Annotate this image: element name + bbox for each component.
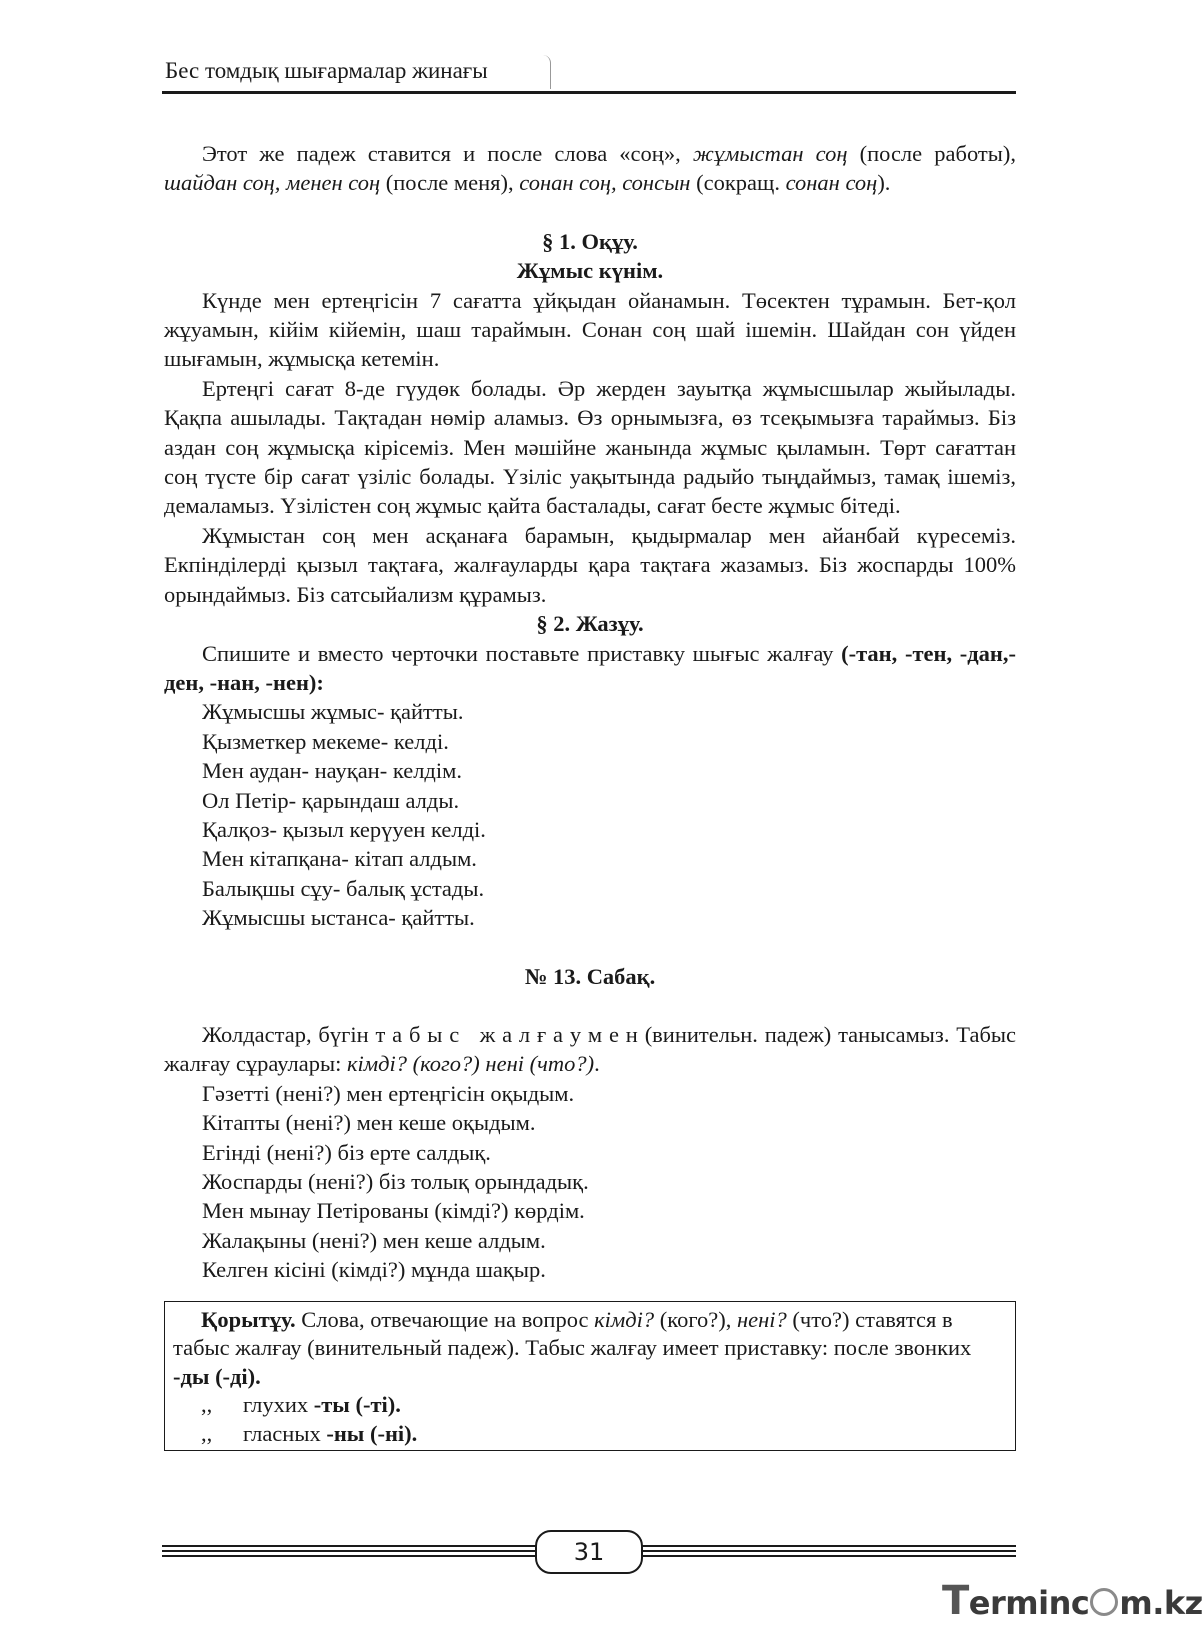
- example-line: Гәзетті (нені?) мен ертеңгісін оқыдым.: [202, 1080, 575, 1106]
- conclusion-suffix: -ны (-ні).: [326, 1420, 418, 1446]
- exercise-line: Мен аудан- науқан- келдім.: [202, 758, 462, 784]
- exercise-line: Қалқоз- қызыл керүуен келді.: [202, 816, 486, 842]
- conclusion-text-part: (что?) ставятся в табыс жалғау (винительный падеж). Табыс жалғау имеет приставку: после звонких: [173, 1306, 972, 1361]
- example-line: Келген кісіні (кімді?) мұнда шақыр.: [202, 1257, 546, 1283]
- header-rule: [162, 91, 1016, 94]
- exercise-line: Қызметкер мекеме- келді.: [202, 728, 449, 754]
- section-2-heading: § 2. Жазұу.: [536, 611, 644, 637]
- watermark-logo: [942, 1578, 1203, 1624]
- ditto-mark: ,,: [201, 1392, 213, 1418]
- example-line: Кітапты (нені?) мен кеше оқыдым.: [202, 1110, 536, 1136]
- example-line: Мен мынау Петірованы (кімді?) көрдім.: [202, 1198, 585, 1224]
- watermark-text: erminc: [968, 1584, 1090, 1622]
- intro-text: (сокращ.: [690, 170, 786, 196]
- conclusion-suffix: -ты (-ті).: [313, 1392, 401, 1418]
- intro-example: жұмыстан соң: [692, 141, 848, 166]
- intro-paragraph: [164, 139, 1016, 198]
- page-number: 31: [535, 1530, 643, 1574]
- watermark-letter: T: [942, 1578, 969, 1624]
- lesson-intro: [164, 1020, 1016, 1079]
- rule-label: глухих: [243, 1392, 314, 1418]
- magnifier-icon: [1090, 1588, 1118, 1616]
- conclusion-rule-deaf: [173, 1391, 1007, 1420]
- intro-text: (после меня),: [380, 170, 520, 196]
- watermark-text: m.kz: [1119, 1584, 1203, 1622]
- conclusion-label: Қорытұу.: [201, 1306, 296, 1332]
- exercise-line: Жұмысшы жұмыс- қайтты.: [202, 699, 464, 725]
- rule-label: гласных: [243, 1420, 327, 1446]
- exercise-instruction: [164, 639, 1016, 698]
- exercise-line: Ол Петір- қарындаш алды.: [202, 787, 460, 813]
- conclusion-text-part: Слова, отвечающие на вопрос: [295, 1306, 595, 1332]
- exercise-line: Балықшы сұу- балық ұстады.: [202, 875, 485, 901]
- intro-text: Этот же падеж ставится и после слова «соң»,: [202, 141, 693, 166]
- conclusion-text: [173, 1306, 1007, 1392]
- page-content: [164, 139, 1016, 1451]
- instruction-text: Спишите и вместо черточки поставьте приставку шығыс жалғау: [202, 640, 842, 666]
- conclusion-text-part: (кого?),: [654, 1306, 737, 1332]
- exercise-line: Жұмысшы ыстанса- қайтты.: [202, 905, 475, 931]
- section-1-heading: § 1. Оқұу.: [542, 228, 638, 254]
- lesson-intro-text: Жолдастар, бүгін: [202, 1021, 376, 1047]
- lesson-intro-term: т а б ы с ж а л ғ а у м е н: [375, 1021, 638, 1047]
- intro-example: шайдан соң, менен соң: [164, 170, 381, 196]
- lesson-heading: № 13. Сабақ.: [524, 963, 656, 989]
- conclusion-question: кімді?: [594, 1306, 655, 1332]
- lesson-intro-questions: кімді? (кого?) нені (что?): [346, 1051, 595, 1077]
- example-line: Егінді (нені?) біз ерте салдық.: [202, 1139, 491, 1165]
- ditto-mark: ,,: [201, 1420, 213, 1446]
- reading-paragraph: Жұмыстан соң мен асқанаға барамын, қыдырмалар мен айанбай күресеміз. Екпінділерді қызыл тақтаға, жалғауларды қара тақтаға жазамыз. Біз жоспарды 100% орындаймыз. Біз сатсыйализм құрамыз.: [164, 522, 1016, 607]
- intro-example: сонан соң, сонсын: [519, 170, 691, 196]
- exercise-line: Мен кітапқана- кітап алдым.: [202, 846, 477, 872]
- lesson-intro-text: (винительн. падеж) танысамыз. Табыс жалғау сұраулары:: [164, 1021, 1016, 1077]
- example-line: Жалақыны (нені?) мен кеше алдым.: [202, 1227, 546, 1253]
- reading-paragraph: Күнде мен ертеңгісін 7 сағатта ұйқыдан ойанамын. Төсектен тұрамын. Бет-қол жұуамын, кійім кійемін, шаш тараймын. Сонан соң шай ішемін. Шайдан сон үйден шығамын, жұмысқа кетемін.: [164, 287, 1016, 372]
- running-header: Бес томдық шығармалар жинағы: [165, 58, 488, 83]
- intro-example: сонан соң: [785, 170, 878, 196]
- intro-text: ).: [877, 170, 891, 196]
- conclusion-question: нені?: [736, 1306, 787, 1332]
- lesson-intro-end: .: [594, 1051, 600, 1077]
- instruction-endings: (-тан, -тен, -дан,-ден, -нан, -нен):: [164, 640, 1016, 695]
- section-1-subheading: Жұмыс күнім.: [516, 258, 664, 284]
- reading-paragraph: Ертеңгі сағат 8-де гүудөк болады. Әр жерден зауытқа жұмысшылар жыйылады. Қақпа ашылады. Тақтадан нөмір аламыз. Өз орнымызға, өз тсеқымызға тараймыз. Біз аздан соң жұмысқа кірісеміз. Мен мәшійне жанында жұмыс қыламын. Төрт сағаттан соң түсте бір сағат үзіліс болады. Үзіліс уақытында радыйо тыңдаймыз, тамақ ішеміз, демаламыз. Үзілістен соң жұмыс қайта басталады, сағат бесте жұмыс бітеді.: [164, 375, 1016, 519]
- example-line: Жоспарды (нені?) біз толық орындадық.: [202, 1169, 589, 1194]
- conclusion-rule-vowel: [173, 1420, 1007, 1449]
- intro-text: (после работы),: [847, 141, 1016, 166]
- conclusion-suffix: -ды (-ді).: [173, 1363, 261, 1389]
- conclusion-box: [164, 1301, 1016, 1452]
